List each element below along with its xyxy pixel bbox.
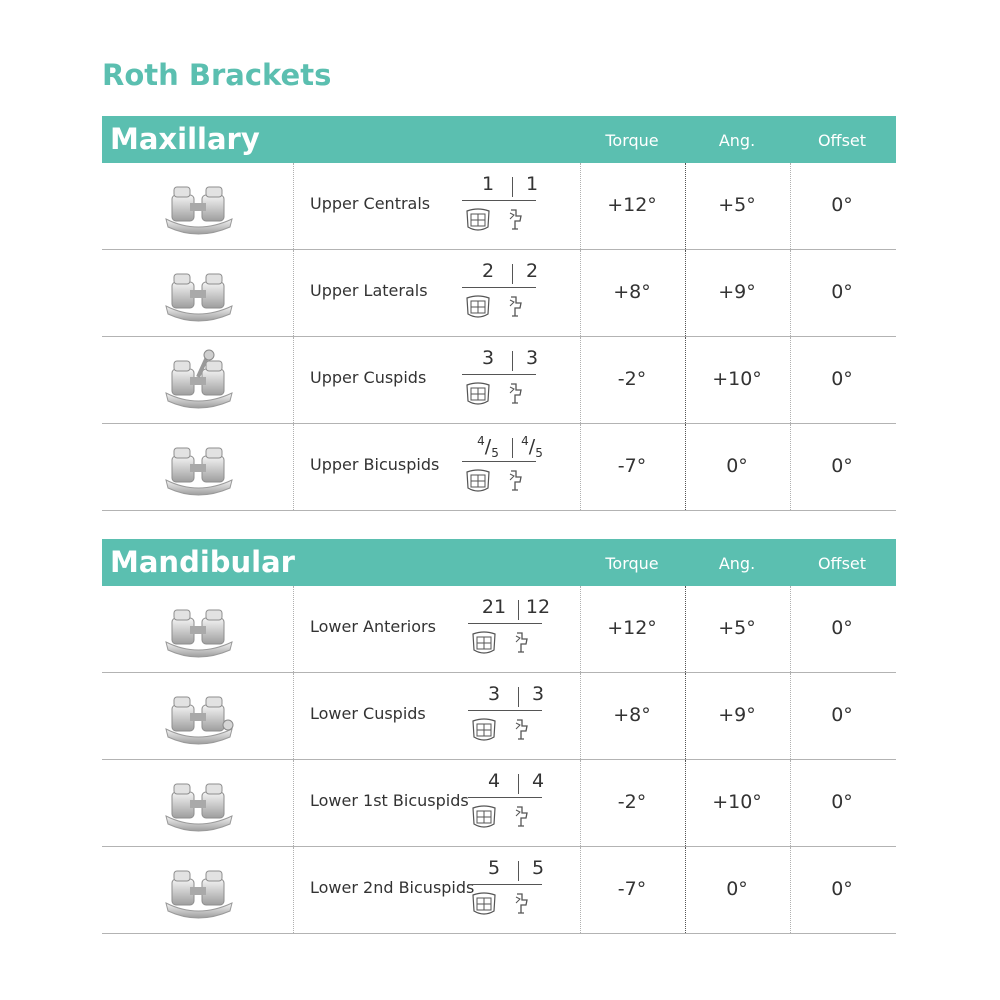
table-row [102,673,896,760]
tooth-name: Upper Cuspids [310,368,427,387]
section-header [102,539,896,586]
tooth-quadrant [460,173,580,243]
table-row [102,847,896,934]
quadrant-right-number: $^4/_5$ [521,434,543,461]
offset-value: 0° [831,704,853,726]
tooth-quadrant [460,857,580,927]
offset-value: 0° [831,878,853,900]
offset-header: Offset [817,131,867,150]
quadrant-left-number: 2 [481,260,495,282]
tooth-quadrant [460,260,580,330]
tooth-quadrant [460,347,580,417]
table-row [102,250,896,337]
quadrant-left-number: 3 [487,683,501,705]
quadrant-left-number: 5 [487,857,501,879]
tooth-name: Lower Anteriors [310,617,436,636]
quadrant-right-number: 5 [531,857,545,879]
tooth-name: Lower Cuspids [310,704,426,723]
tooth-name: Upper Centrals [310,194,431,213]
ang-value: +10° [712,368,762,390]
ang-header: Ang. [718,554,756,573]
quadrant-left-number: $^4/_5$ [477,434,499,461]
ang-header: Ang. [718,131,756,150]
quadrant-left-number: 1 [481,173,495,195]
ang-value: +10° [712,791,762,813]
ang-value: 0° [726,878,748,900]
offset-value: 0° [831,455,853,477]
ang-value: +9° [718,281,756,303]
quadrant-right-number: 3 [531,683,545,705]
torque-value: +12° [607,617,657,639]
tooth-name: Lower 1st Bicuspids [310,791,469,810]
table-row [102,163,896,250]
quadrant-right-number: 3 [525,347,539,369]
tooth-name: Upper Bicuspids [310,455,440,474]
page-title: Roth Brackets [102,58,332,92]
table-row [102,337,896,424]
offset-value: 0° [831,791,853,813]
quadrant-right-number: 2 [525,260,539,282]
table-row [102,586,896,673]
ang-value: 0° [726,455,748,477]
torque-value: -2° [617,791,647,813]
offset-value: 0° [831,617,853,639]
quadrant-left-number: 21 [481,596,507,618]
table-row [102,424,896,511]
torque-value: -2° [617,368,647,390]
mandibular-section [102,539,896,934]
tooth-name: Lower 2nd Bicuspids [310,878,475,897]
torque-value: -7° [617,455,647,477]
torque-header: Torque [605,131,659,150]
offset-header: Offset [817,554,867,573]
quadrant-right-number: 1 [525,173,539,195]
section-header [102,116,896,163]
quadrant-right-number: 4 [531,770,545,792]
section-name: Mandibular [110,545,295,579]
quadrant-left-number: 4 [487,770,501,792]
ang-value: +9° [718,704,756,726]
maxillary-section [102,116,896,511]
ang-value: +5° [718,617,756,639]
tooth-quadrant [460,770,580,840]
quadrant-left-number: 3 [481,347,495,369]
torque-value: +8° [613,704,651,726]
torque-value: +12° [607,194,657,216]
offset-value: 0° [831,194,853,216]
table-row [102,760,896,847]
quadrant-right-number: 12 [525,596,551,618]
tooth-name: Upper Laterals [310,281,428,300]
offset-value: 0° [831,281,853,303]
tooth-quadrant [460,683,580,753]
torque-value: +8° [613,281,651,303]
torque-value: -7° [617,878,647,900]
offset-value: 0° [831,368,853,390]
torque-header: Torque [605,554,659,573]
ang-value: +5° [718,194,756,216]
tooth-quadrant [460,596,580,666]
tooth-quadrant [460,434,580,504]
section-name: Maxillary [110,122,260,156]
